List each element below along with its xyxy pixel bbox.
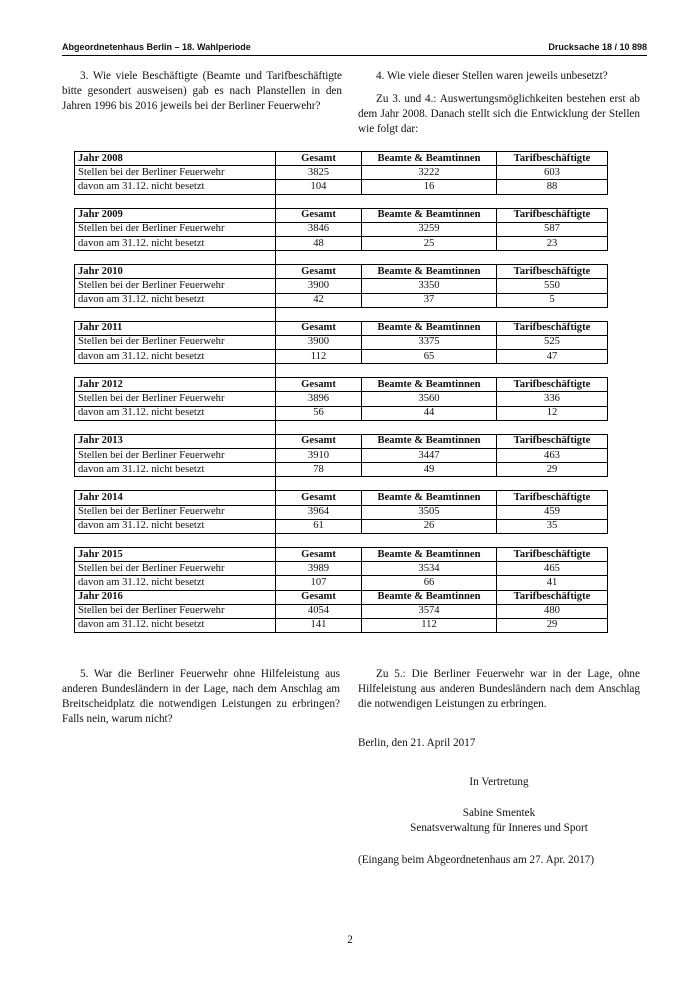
spacer-cell [276,194,362,208]
table-row [75,463,608,477]
spacer-cell [276,307,362,321]
row-label-nicht-besetzt: davon am 31.12. nicht besetzt [75,406,276,420]
value-beamte: 112 [362,618,497,632]
value-beamte: 44 [362,406,497,420]
column-header-gesamt: Gesamt [276,321,362,335]
table-spacer-row [75,420,608,434]
table-year-header-row [75,547,608,561]
spacer-cell [75,364,276,378]
spacer-cell [497,533,608,547]
table-row [75,222,608,236]
value-gesamt: 3964 [276,505,362,519]
value-tarif: 587 [497,222,608,236]
column-header-gesamt: Gesamt [276,378,362,392]
value-beamte: 37 [362,293,497,307]
row-label-nicht-besetzt: davon am 31.12. nicht besetzt [75,350,276,364]
value-tarif: 459 [497,505,608,519]
value-tarif: 29 [497,618,608,632]
column-header-tarif: Tarifbeschäftigte [497,547,608,561]
table-row [75,449,608,463]
spacer-cell [75,307,276,321]
column-header-tarif: Tarifbeschäftigte [497,152,608,166]
column-header-tarif: Tarifbeschäftigte [497,321,608,335]
header-divider [62,55,647,56]
column-header-tarif: Tarifbeschäftigte [497,265,608,279]
answer-5-column [358,667,640,720]
spacer-cell [362,307,497,321]
column-header-beamte: Beamte & Beamtinnen [362,590,497,604]
table-year-header-row [75,378,608,392]
value-beamte: 3222 [362,166,497,180]
table-row [75,562,608,576]
table-year-header-row [75,434,608,448]
staff-table [74,151,608,633]
year-label: Jahr 2015 [75,547,276,561]
column-header-beamte: Beamte & Beamtinnen [362,208,497,222]
spacer-cell [497,307,608,321]
page-number: 2 [347,934,353,946]
value-gesamt: 42 [276,293,362,307]
value-tarif: 35 [497,519,608,533]
column-header-beamte: Beamte & Beamtinnen [362,434,497,448]
value-tarif: 463 [497,449,608,463]
spacer-cell [276,420,362,434]
table-row [75,350,608,364]
table-spacer-row [75,364,608,378]
question-4-text: 4. Wie viele dieser Stellen waren jeweils unbesetzt? [376,70,608,82]
value-gesamt: 141 [276,618,362,632]
row-label-nicht-besetzt: davon am 31.12. nicht besetzt [75,463,276,477]
column-header-gesamt: Gesamt [276,491,362,505]
value-gesamt: 107 [276,576,362,590]
year-label: Jahr 2011 [75,321,276,335]
row-label-nicht-besetzt: davon am 31.12. nicht besetzt [75,236,276,250]
spacer-cell [75,194,276,208]
spacer-cell [276,364,362,378]
question-5-text: 5. War die Berliner Feuerwehr ohne Hilfeleistung aus anderen Bundesländern in der Lage, nach dem Anschlag am Breitscheidplatz die notwendigen Leistungen zu erbringen? Falls nein, warum nicht? [62,668,340,725]
year-label: Jahr 2014 [75,491,276,505]
value-tarif: 550 [497,279,608,293]
value-beamte: 3447 [362,449,497,463]
value-gesamt: 3910 [276,449,362,463]
value-gesamt: 48 [276,236,362,250]
table-year-header-row [75,208,608,222]
question-3-text: 3. Wie viele Beschäftigte (Beamte und Tarifbeschäftigte bitte gesondert ausweisen) gab es nach Planstellen in den Jahren 1996 bis 2016 jeweils bei der Berliner Feuerwehr? [62,70,342,112]
value-tarif: 603 [497,166,608,180]
value-tarif: 5 [497,293,608,307]
spacer-cell [497,194,608,208]
question-5-column [62,667,340,735]
value-gesamt: 4054 [276,604,362,618]
column-header-gesamt: Gesamt [276,434,362,448]
value-tarif: 525 [497,335,608,349]
spacer-cell [75,477,276,491]
value-beamte: 3560 [362,392,497,406]
value-beamte: 16 [362,180,497,194]
column-header-beamte: Beamte & Beamtinnen [362,321,497,335]
table-spacer-row [75,194,608,208]
value-gesamt: 3989 [276,562,362,576]
value-beamte: 3259 [362,222,497,236]
value-beamte: 3534 [362,562,497,576]
row-label-stellen: Stellen bei der Berliner Feuerwehr [75,449,276,463]
column-header-gesamt: Gesamt [276,265,362,279]
spacer-cell [362,533,497,547]
row-label-nicht-besetzt: davon am 31.12. nicht besetzt [75,519,276,533]
signature-name: Sabine Smentek [462,807,536,819]
row-label-stellen: Stellen bei der Berliner Feuerwehr [75,166,276,180]
table-row [75,293,608,307]
row-label-nicht-besetzt: davon am 31.12. nicht besetzt [75,618,276,632]
value-tarif: 41 [497,576,608,590]
table-year-header-row [75,321,608,335]
spacer-cell [362,364,497,378]
question-3-column [62,69,342,122]
row-label-stellen: Stellen bei der Berliner Feuerwehr [75,335,276,349]
spacer-cell [497,364,608,378]
spacer-cell [497,420,608,434]
spacer-cell [75,420,276,434]
column-header-tarif: Tarifbeschäftigte [497,378,608,392]
value-tarif: 23 [497,236,608,250]
column-header-gesamt: Gesamt [276,152,362,166]
signature-department: Senatsverwaltung für Inneres und Sport [410,822,588,834]
value-beamte: 3350 [362,279,497,293]
year-label: Jahr 2012 [75,378,276,392]
column-header-beamte: Beamte & Beamtinnen [362,547,497,561]
header-parliament-title: Abgeordnetenhaus Berlin – 18. Wahlperiode [62,42,251,52]
table-row [75,519,608,533]
table-row [75,392,608,406]
year-label: Jahr 2013 [75,434,276,448]
table-year-header-row [75,265,608,279]
value-gesamt: 3825 [276,166,362,180]
table-row [75,335,608,349]
receipt-note: (Eingang beim Abgeordnetenhaus am 27. Apr. 2017) [358,854,595,866]
value-beamte: 49 [362,463,497,477]
spacer-cell [362,251,497,265]
table-spacer-row [75,251,608,265]
table-row [75,180,608,194]
spacer-cell [362,477,497,491]
value-tarif: 47 [497,350,608,364]
spacer-cell [75,251,276,265]
page-header [62,42,647,56]
row-label-stellen: Stellen bei der Berliner Feuerwehr [75,392,276,406]
table-row [75,279,608,293]
signature-block [358,806,640,836]
value-beamte: 65 [362,350,497,364]
table-spacer-row [75,477,608,491]
row-label-stellen: Stellen bei der Berliner Feuerwehr [75,505,276,519]
answer-3-4-text: Zu 3. und 4.: Auswertungsmöglichkeiten bestehen erst ab dem Jahr 2008. Danach stellt sich die Entwicklung der Stellen wie folgt dar: [358,93,640,135]
row-label-stellen: Stellen bei der Berliner Feuerwehr [75,222,276,236]
column-header-beamte: Beamte & Beamtinnen [362,491,497,505]
table-spacer-row [75,533,608,547]
value-gesamt: 3900 [276,279,362,293]
table-year-header-row [75,152,608,166]
row-label-nicht-besetzt: davon am 31.12. nicht besetzt [75,293,276,307]
table-row [75,505,608,519]
place-date: Berlin, den 21. April 2017 [358,737,476,749]
column-header-beamte: Beamte & Beamtinnen [362,378,497,392]
column-header-beamte: Beamte & Beamtinnen [362,265,497,279]
value-beamte: 25 [362,236,497,250]
value-gesamt: 112 [276,350,362,364]
row-label-stellen: Stellen bei der Berliner Feuerwehr [75,562,276,576]
value-beamte: 3574 [362,604,497,618]
value-tarif: 88 [497,180,608,194]
header-document-number: Drucksache 18 / 10 898 [548,42,647,52]
spacer-cell [276,251,362,265]
spacer-cell [362,194,497,208]
column-header-gesamt: Gesamt [276,208,362,222]
spacer-cell [75,533,276,547]
value-beamte: 26 [362,519,497,533]
value-gesamt: 3900 [276,335,362,349]
column-header-tarif: Tarifbeschäftigte [497,208,608,222]
table-row [75,576,608,590]
question-4-column [358,69,640,145]
value-beamte: 3375 [362,335,497,349]
value-tarif: 465 [497,562,608,576]
value-gesamt: 78 [276,463,362,477]
value-tarif: 480 [497,604,608,618]
spacer-cell [497,251,608,265]
row-label-nicht-besetzt: davon am 31.12. nicht besetzt [75,180,276,194]
value-gesamt: 3896 [276,392,362,406]
value-gesamt: 56 [276,406,362,420]
value-tarif: 29 [497,463,608,477]
value-gesamt: 3846 [276,222,362,236]
table-row [75,618,608,632]
year-label: Jahr 2016 [75,590,276,604]
row-label-nicht-besetzt: davon am 31.12. nicht besetzt [75,576,276,590]
table-row [75,236,608,250]
signature-vertretung: In Vertretung [469,776,529,788]
row-label-stellen: Stellen bei der Berliner Feuerwehr [75,279,276,293]
year-label: Jahr 2009 [75,208,276,222]
column-header-beamte: Beamte & Beamtinnen [362,152,497,166]
value-tarif: 336 [497,392,608,406]
spacer-cell [497,477,608,491]
column-header-gesamt: Gesamt [276,590,362,604]
value-tarif: 12 [497,406,608,420]
column-header-gesamt: Gesamt [276,547,362,561]
answer-5-text: Zu 5.: Die Berliner Feuerwehr war in der Lage, ohne Hilfeleistung aus anderen Bundesländern nach dem Anschlag die notwendigen Leistungen zu erbringen. [358,668,640,710]
column-header-tarif: Tarifbeschäftigte [497,434,608,448]
table-row [75,604,608,618]
spacer-cell [276,477,362,491]
table-spacer-row [75,307,608,321]
staff-table-body [75,152,608,633]
table-row [75,166,608,180]
value-beamte: 3505 [362,505,497,519]
year-label: Jahr 2010 [75,265,276,279]
spacer-cell [362,420,497,434]
table-year-header-row [75,590,608,604]
value-beamte: 66 [362,576,497,590]
table-row [75,406,608,420]
column-header-tarif: Tarifbeschäftigte [497,491,608,505]
table-year-header-row [75,491,608,505]
spacer-cell [276,533,362,547]
row-label-stellen: Stellen bei der Berliner Feuerwehr [75,604,276,618]
value-gesamt: 104 [276,180,362,194]
year-label: Jahr 2008 [75,152,276,166]
value-gesamt: 61 [276,519,362,533]
column-header-tarif: Tarifbeschäftigte [497,590,608,604]
